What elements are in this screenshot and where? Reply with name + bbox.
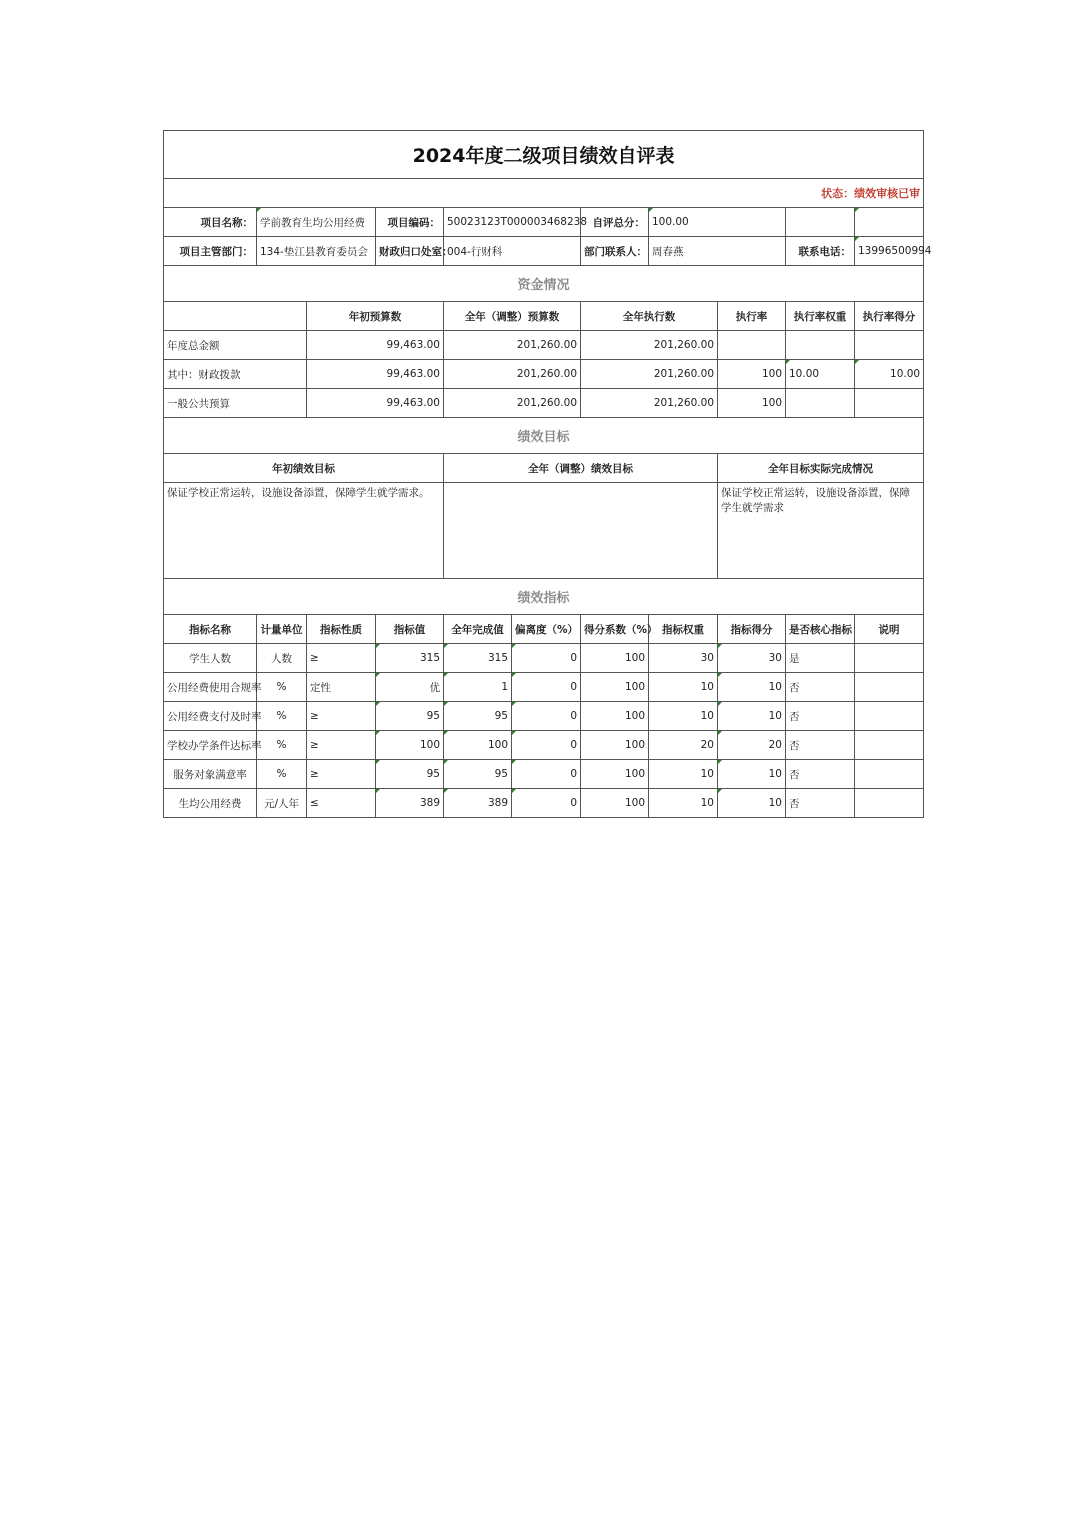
ind-header-score: 指标得分 (718, 615, 786, 644)
ind-core: 否 (786, 760, 855, 789)
self-score-value: 100.00 (649, 208, 786, 237)
ind-name: 学生人数 (164, 644, 257, 673)
funds-row-adjusted: 201,260.00 (444, 331, 581, 360)
ind-coef: 100 (581, 731, 649, 760)
ind-value: 315 (376, 644, 444, 673)
contact-label: 部门联系人： (581, 237, 649, 266)
ind-name: 公用经费使用合规率 (164, 673, 257, 702)
dept-label: 项目主管部门： (164, 237, 257, 266)
funds-row-score (855, 389, 924, 418)
ind-weight: 10 (649, 673, 718, 702)
ind-header-note: 说明 (855, 615, 924, 644)
ind-note (855, 702, 924, 731)
funds-row-weight (786, 331, 855, 360)
indicator-row (164, 702, 924, 731)
ind-core: 否 (786, 673, 855, 702)
funds-row-initial: 99,463.00 (307, 331, 444, 360)
ind-nature: ≥ (307, 760, 376, 789)
funds-header-executed: 全年执行数 (581, 302, 718, 331)
goal-actual-text: 保证学校正常运转，设施设备添置，保障学生就学需求 (718, 483, 924, 579)
ind-score: 30 (718, 644, 786, 673)
funds-row-name: 年度总金额 (164, 331, 307, 360)
ind-header-done: 全年完成值 (444, 615, 512, 644)
ind-dev: 0 (512, 673, 581, 702)
funds-section-title: 资金情况 (164, 266, 924, 302)
ind-weight: 10 (649, 702, 718, 731)
indicator-row (164, 789, 924, 818)
indicator-row (164, 760, 924, 789)
funds-row-initial: 99,463.00 (307, 360, 444, 389)
ind-unit: 人数 (257, 644, 307, 673)
ind-note (855, 644, 924, 673)
project-name-value: 学前教育生均公用经费 (257, 208, 376, 237)
ind-value: 优 (376, 673, 444, 702)
ind-header-unit: 计量单位 (257, 615, 307, 644)
ind-unit: % (257, 673, 307, 702)
ind-nature: ≥ (307, 644, 376, 673)
ind-coef: 100 (581, 644, 649, 673)
funds-row-score (855, 331, 924, 360)
ind-name: 公用经费支付及时率 (164, 702, 257, 731)
ind-nature: 定性 (307, 673, 376, 702)
ind-dev: 0 (512, 644, 581, 673)
evaluation-table (163, 130, 932, 818)
phone-value: 13996500994 (855, 237, 924, 266)
indicator-row (164, 673, 924, 702)
funds-header-blank (164, 302, 307, 331)
ind-weight: 10 (649, 789, 718, 818)
funds-row-weight (786, 389, 855, 418)
funds-header-score: 执行率得分 (855, 302, 924, 331)
ind-weight: 10 (649, 760, 718, 789)
ind-done: 100 (444, 731, 512, 760)
funds-row (164, 360, 924, 389)
ind-done: 95 (444, 702, 512, 731)
ind-nature: ≥ (307, 731, 376, 760)
ind-score: 20 (718, 731, 786, 760)
funds-row-initial: 99,463.00 (307, 389, 444, 418)
ind-score: 10 (718, 673, 786, 702)
ind-note (855, 731, 924, 760)
ind-done: 95 (444, 760, 512, 789)
ind-done: 315 (444, 644, 512, 673)
ind-core: 否 (786, 702, 855, 731)
page-title: 2024年度二级项目绩效自评表 (164, 131, 924, 179)
ind-header-name: 指标名称 (164, 615, 257, 644)
ind-note (855, 789, 924, 818)
funds-header-rate: 执行率 (718, 302, 786, 331)
ind-value: 100 (376, 731, 444, 760)
goal-adjusted-text (444, 483, 718, 579)
funds-row-rate: 100 (718, 389, 786, 418)
ind-dev: 0 (512, 760, 581, 789)
self-score-label: 自评总分： (581, 208, 649, 237)
project-name-label: 项目名称： (164, 208, 257, 237)
goal-initial-text: 保证学校正常运转，设施设备添置，保障学生就学需求。 (164, 483, 444, 579)
finance-office-value: 004-行财科 (444, 237, 581, 266)
ind-coef: 100 (581, 760, 649, 789)
project-code-value: 50023123T000003468238 (444, 208, 581, 237)
ind-dev: 0 (512, 731, 581, 760)
ind-coef: 100 (581, 789, 649, 818)
funds-row (164, 331, 924, 360)
ind-note (855, 760, 924, 789)
ind-score: 10 (718, 789, 786, 818)
funds-row-adjusted: 201,260.00 (444, 389, 581, 418)
ind-value: 95 (376, 702, 444, 731)
project-code-label: 项目编码： (376, 208, 444, 237)
funds-header-initial: 年初预算数 (307, 302, 444, 331)
ind-header-value: 指标值 (376, 615, 444, 644)
ind-unit: % (257, 702, 307, 731)
ind-done: 1 (444, 673, 512, 702)
ind-core: 否 (786, 731, 855, 760)
ind-name: 服务对象满意率 (164, 760, 257, 789)
dept-value: 134-垫江县教育委员会 (257, 237, 376, 266)
ind-score: 10 (718, 760, 786, 789)
ind-weight: 30 (649, 644, 718, 673)
funds-row-name: 其中：财政拨款 (164, 360, 307, 389)
ind-header-nature: 指标性质 (307, 615, 376, 644)
ind-header-dev: 偏离度（%） (512, 615, 581, 644)
ind-note (855, 673, 924, 702)
goals-header-initial: 年初绩效目标 (164, 454, 444, 483)
ind-score: 10 (718, 702, 786, 731)
funds-row-executed: 201,260.00 (581, 360, 718, 389)
ind-name: 生均公用经费 (164, 789, 257, 818)
empty-cell (786, 208, 855, 237)
ind-value: 389 (376, 789, 444, 818)
ind-nature: ≤ (307, 789, 376, 818)
ind-dev: 0 (512, 789, 581, 818)
ind-weight: 20 (649, 731, 718, 760)
goals-header-actual: 全年目标实际完成情况 (718, 454, 924, 483)
ind-name: 学校办学条件达标率 (164, 731, 257, 760)
ind-nature: ≥ (307, 702, 376, 731)
funds-row-adjusted: 201,260.00 (444, 360, 581, 389)
indicators-section-title: 绩效指标 (164, 579, 924, 615)
funds-row (164, 389, 924, 418)
funds-row-rate: 100 (718, 360, 786, 389)
funds-header-weight: 执行率权重 (786, 302, 855, 331)
indicator-row (164, 731, 924, 760)
finance-office-label: 财政归口处室： (376, 237, 444, 266)
ind-done: 389 (444, 789, 512, 818)
ind-header-coef: 得分系数（%） (581, 615, 649, 644)
funds-row-name: 一般公共预算 (164, 389, 307, 418)
performance-self-evaluation-sheet (163, 130, 932, 818)
ind-header-core: 是否核心指标 (786, 615, 855, 644)
funds-row-score: 10.00 (855, 360, 924, 389)
goals-section-title: 绩效目标 (164, 418, 924, 454)
contact-value: 周春燕 (649, 237, 786, 266)
indicator-row (164, 644, 924, 673)
status-badge: 状态：绩效审核已审 (164, 179, 924, 208)
funds-row-rate (718, 331, 786, 360)
ind-header-weight: 指标权重 (649, 615, 718, 644)
ind-coef: 100 (581, 702, 649, 731)
funds-row-weight: 10.00 (786, 360, 855, 389)
ind-coef: 100 (581, 673, 649, 702)
ind-core: 是 (786, 644, 855, 673)
ind-unit: % (257, 760, 307, 789)
phone-label: 联系电话： (786, 237, 855, 266)
ind-unit: % (257, 731, 307, 760)
funds-row-executed: 201,260.00 (581, 331, 718, 360)
goals-header-adjusted: 全年（调整）绩效目标 (444, 454, 718, 483)
ind-dev: 0 (512, 702, 581, 731)
empty-cell (855, 208, 924, 237)
funds-header-adjusted: 全年（调整）预算数 (444, 302, 581, 331)
ind-value: 95 (376, 760, 444, 789)
ind-core: 否 (786, 789, 855, 818)
ind-unit: 元/人年 (257, 789, 307, 818)
funds-row-executed: 201,260.00 (581, 389, 718, 418)
